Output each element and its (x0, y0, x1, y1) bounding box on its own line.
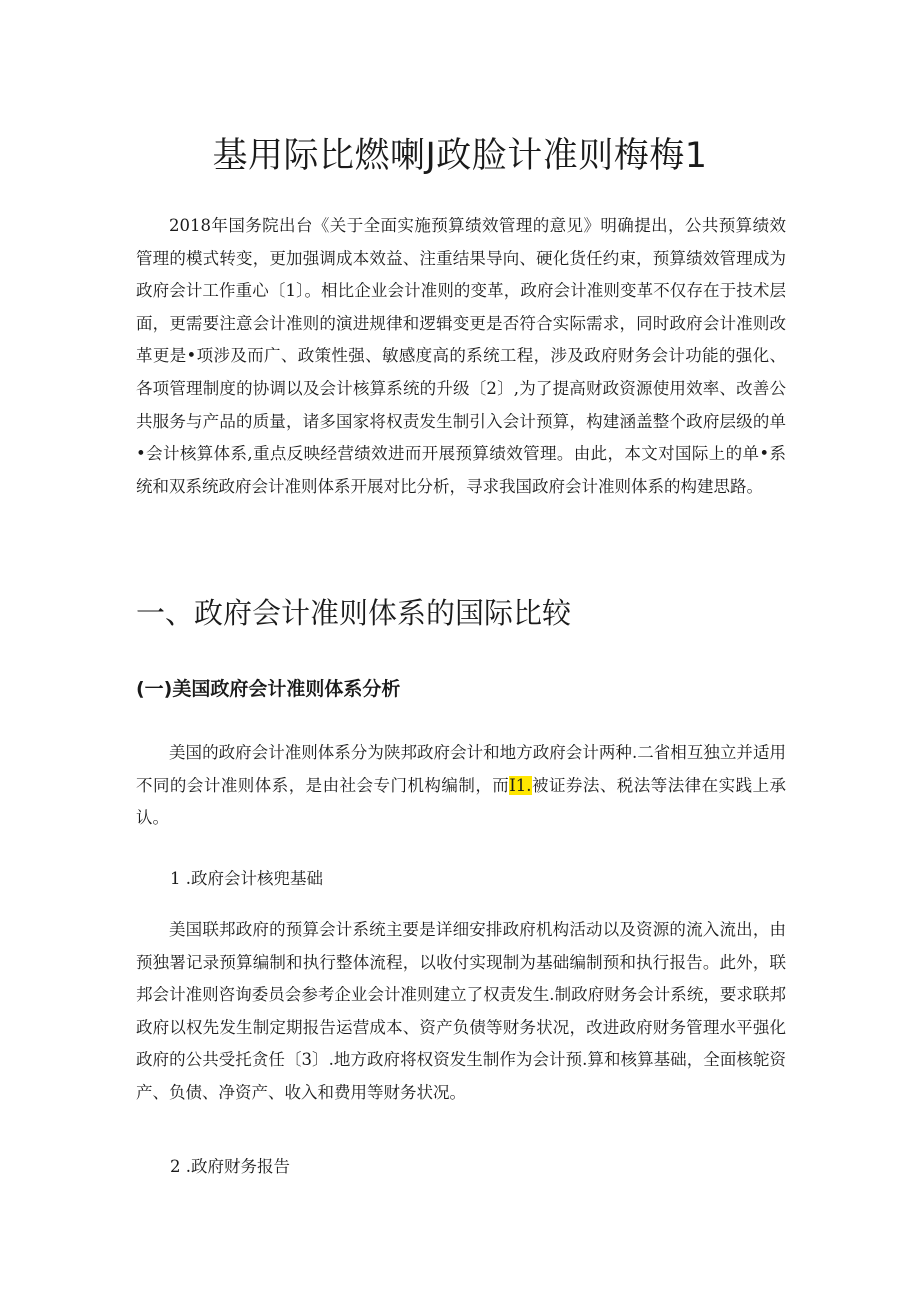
highlighted-text: I1. (509, 775, 532, 795)
section-heading-international-comparison: 一、政府会计准则体系的国际比较 (136, 596, 572, 630)
us-paragraph-text-before: 美国的政府会计准则体系分为陕邦政府会计和地方政府会计两种.二省相互独立并适用不同的会计准则体系，是由社会专门机构编制，而 (136, 743, 786, 795)
intro-paragraph: 2018年国务院出台《关于全面实施预算绩效管理的意见》明确提出，公共预算绩效管理的模式转变，更加强调成本效益、注重结果导向、硬化货任约束，预算绩效管理成为政府会计工作重心〔1〕。相比企业会计准则的变革，政府会计准则变革不仅存在于技术层面，更需要注意会计准则的演进规律和逻辑变更是否符合实际需求，同时政府会计准则改革更是•项涉及而广、政策性强、敏感度高的系统工程，涉及政府财务会计功能的强化、各项管理制度的协调以及会计核算系统的升级〔2〕,为了提高财政资源使用效率、改善公共服务与产品的质量，诸多国家将权责发生制引入会计预算，构建涵盖整个政府层级的单•会计核算体系,重点反映经营绩效进而开展预算绩效管理。由此，本文对国际上的单•系统和双系统政府会计准则体系开展对比分析，寻求我国政府会计准则体系的构建思路。 (136, 216, 786, 496)
subsection-heading-us: (一)美国政府会计准则体系分析 (136, 678, 401, 700)
item-heading-financial-report: 2 .政府财务报告 (170, 1157, 290, 1176)
us-paragraph-text-after: 被证券法、税法等法律在实践上承认。 (136, 775, 787, 828)
item-heading-accounting-basis: 1 .政府会计核兜基础 (170, 869, 323, 888)
accounting-basis-paragraph: 美国联邦政府的预算会计系统主要是详细安排政府机构活动以及资源的流入流出，由预独署记录预算编制和执行整体流程，以收付实现制为基础编制预和执行报告。此外，联邦会计准则咨询委员会参考企业会计准则建立了权责发生.制政府财务会计系统，要求联邦政府以权先发生制定期报告运营成本、资产负债等财务状况，改进政府财务管理水平强化政府的公共受托贪任〔3〕.地方政府将权资发生制作为会计预.算和核算基础，全面核鸵资产、负债、净资产、收入和费用等财务状况。 (136, 920, 786, 1102)
document-title: 基用际比燃喇J政脸计准则梅梅1 (212, 136, 708, 176)
us-paragraph (136, 737, 786, 835)
